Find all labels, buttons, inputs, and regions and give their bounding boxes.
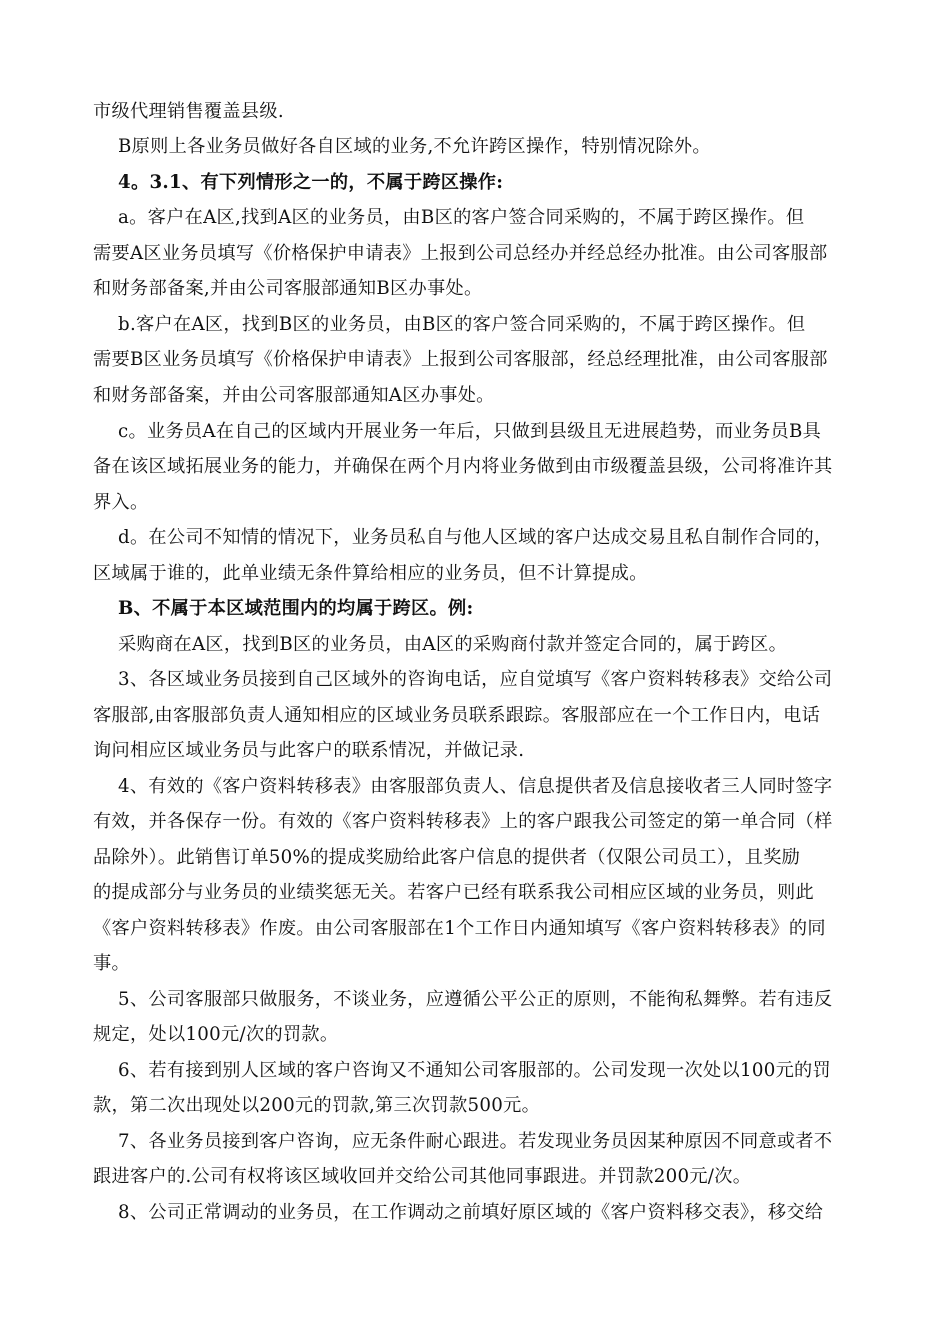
text-line: 和财务部备案，并由公司客服部通知A区办事处。 bbox=[93, 385, 495, 406]
section-heading: 4。3.1、有下列情形之一的，不属于跨区操作: bbox=[118, 172, 504, 193]
text-line: 需要A区业务员填写《价格保护申请表》上报到公司总经办并经总经办批准。由公司客服部 bbox=[93, 243, 828, 264]
section-heading: B、不属于本区域范围内的均属于跨区。例: bbox=[118, 598, 474, 619]
text-line: 客服部,由客服部负责人通知相应的区域业务员联系跟踪。客服部应在一个工作日内，电话 bbox=[93, 705, 821, 726]
text-line: 5、公司客服部只做服务，不谈业务，应遵循公平公正的原则，不能徇私舞弊。若有违反 bbox=[118, 989, 833, 1010]
text-line: 6、若有接到别人区域的客户咨询又不通知公司客服部的。公司发现一次处以100元的罚 bbox=[118, 1060, 832, 1081]
text-line: 采购商在A区，找到B区的业务员，由A区的采购商付款并签定合同的，属于跨区。 bbox=[118, 634, 788, 655]
text-line: 8、公司正常调动的业务员，在工作调动之前填好原区域的《客户资料移交表》，移交给 bbox=[118, 1202, 824, 1223]
text-line: 市级代理销售覆盖县级. bbox=[93, 101, 284, 122]
text-line: 品除外）。此销售订单50%的提成奖励给此客户信息的提供者（仅限公司员工），且奖励 bbox=[93, 847, 801, 868]
text-line: 区域属于谁的，此单业绩无条件算给相应的业务员，但不计算提成。 bbox=[93, 563, 648, 584]
text-line: 备在该区域拓展业务的能力，并确保在两个月内将业务做到由市级覆盖县级，公司将准许其 bbox=[93, 456, 833, 477]
text-line: 有效，并各保存一份。有效的《客户资料转移表》上的客户跟我公司签定的第一单合同（样 bbox=[93, 811, 833, 832]
text-line: 询问相应区域业务员与此客户的联系情况，并做记录. bbox=[93, 740, 525, 761]
text-line: b.客户在A区，找到B区的业务员，由B区的客户签合同采购的，不属于跨区操作。但 bbox=[118, 314, 806, 335]
text-line: 需要B区业务员填写《价格保护申请表》上报到公司客服部，经总经理批准，由公司客服部 bbox=[93, 349, 828, 370]
text-line: 4、有效的《客户资料转移表》由客服部负责人、信息提供者及信息接收者三人同时签字 bbox=[118, 776, 833, 797]
text-line: 的提成部分与业务员的业绩奖惩无关。若客户已经有联系我公司相应区域的业务员，则此 bbox=[93, 882, 815, 903]
text-line: c。业务员A在自己的区域内开展业务一年后，只做到县级且无进展趋势，而业务员B具 bbox=[118, 421, 822, 442]
text-line: 7、各业务员接到客户咨询，应无条件耐心跟进。若发现业务员因某种原因不同意或者不 bbox=[118, 1131, 833, 1152]
text-line: d。在公司不知情的情况下，业务员私自与他人区域的客户达成交易且私自制作合同的， bbox=[118, 527, 833, 548]
text-line: 款，第二次出现处以200元的罚款,第三次罚款500元。 bbox=[93, 1095, 541, 1116]
text-line: 事。 bbox=[93, 953, 130, 974]
text-line: 跟进客户的.公司有权将该区域收回并交给公司其他同事跟进。并罚款200元/次。 bbox=[93, 1166, 752, 1187]
text-line: a。客户在A区,找到A区的业务员，由B区的客户签合同采购的，不属于跨区操作。但 bbox=[118, 207, 805, 228]
text-line: 3、各区域业务员接到自己区域外的咨询电话，应自觉填写《客户资料转移表》交给公司 bbox=[118, 669, 833, 690]
text-line: B原则上各业务员做好各自区域的业务,不允许跨区操作，特别情况除外。 bbox=[118, 136, 711, 157]
text-line: 和财务部备案,并由公司客服部通知B区办事处。 bbox=[93, 278, 483, 299]
text-line: 规定，处以100元/次的罚款。 bbox=[93, 1024, 339, 1045]
text-line: 《客户资料转移表》作废。由公司客服部在1个工作日内通知填写《客户资料转移表》的同 bbox=[93, 918, 826, 939]
text-line: 界入。 bbox=[93, 492, 149, 513]
